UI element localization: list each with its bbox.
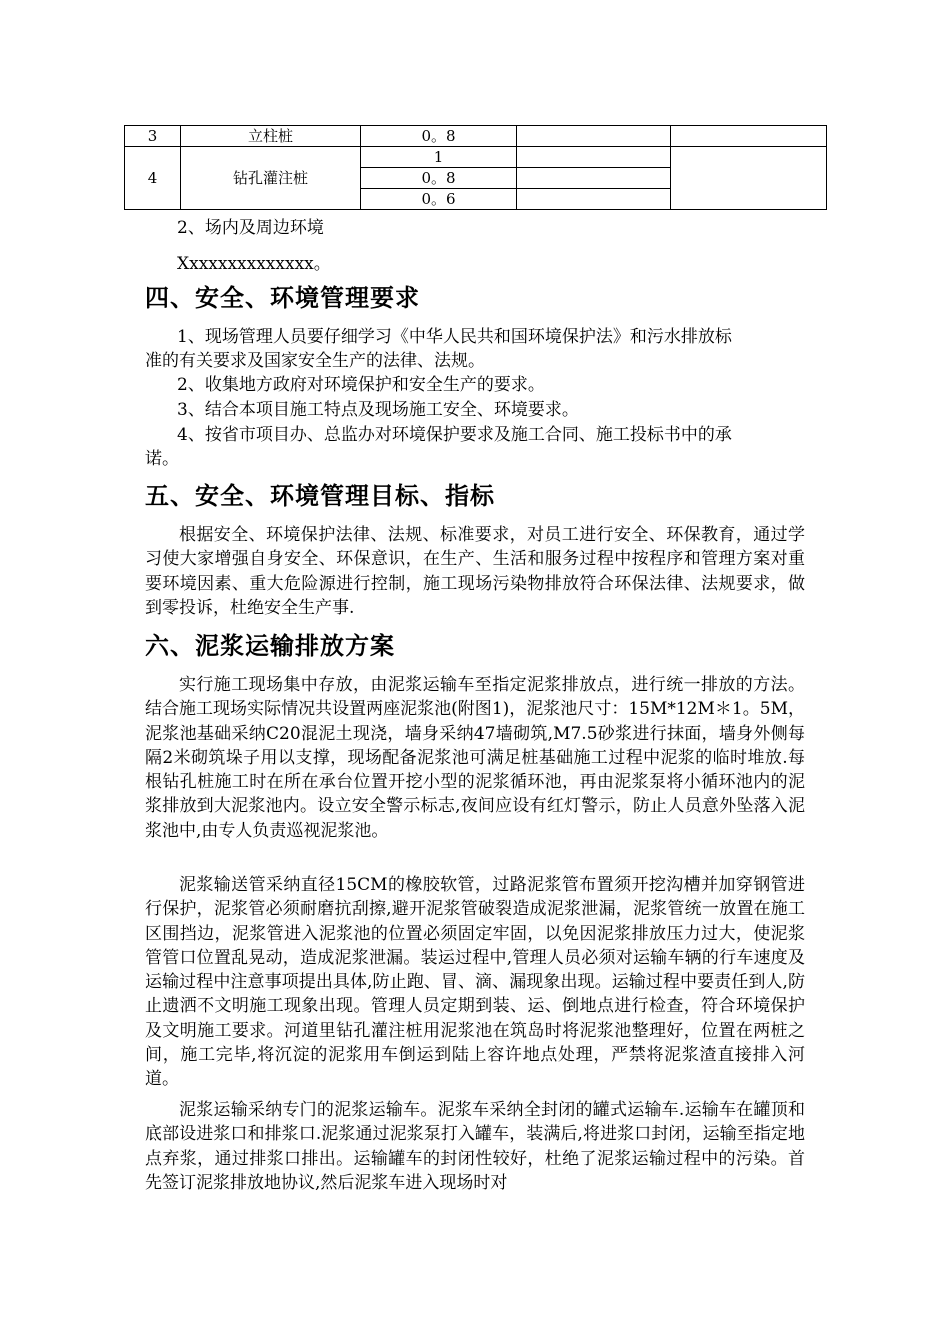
s6-paragraph: 泥浆运输采纳专门的泥浆运输车。泥浆车采纳全封闭的罐式运输车.运输车在罐顶和底部设进浆口和排浆口.泥浆通过泥浆泵打入罐车，装满后,将进浆口封闭，运输至指定地点弃浆，通过排浆口排出。运输罐车的封闭性较好，杜绝了泥浆运输过程中的污染。首先签订泥浆排放地协议,然后泥浆车进入现场时对: [145, 1100, 805, 1193]
section-heading-5: 五、安全、环境管理目标、指标: [145, 482, 495, 510]
s4-line: 2、收集地方政府对环境保护和安全生产的要求。: [177, 375, 545, 395]
pile-spec-table: [124, 125, 827, 210]
s4-line: 4、按省市项目办、总监办对环境保护要求及施工合同、施工投标书中的承: [177, 425, 732, 445]
value-cell: 0。8: [361, 168, 517, 189]
value-cell: 0。8: [361, 126, 517, 147]
placeholder-text: Xxxxxxxxxxxxxx。: [177, 254, 331, 274]
s4-line: 1、现场管理人员要仔细学习《中华人民共和国环境保护法》和污水排放标: [177, 327, 732, 347]
pile-type: 立柱桩: [181, 126, 361, 147]
s6-paragraph: 实行施工现场集中存放，由泥浆运输车至指定泥浆排放点，进行统一排放的方法。结合施工现场实际情况共设置两座泥浆池(附图1)，泥浆池尺寸：15M*12M＊1。5M，泥浆池基础采纳C20混泥土现浇，墙身采纳47墙砌筑,M7.5砂浆进行抹面，墙身外侧每隔2米砌筑垛子用以支撑，现场配备泥浆池可满足桩基础施工过程中泥浆的临时堆放.每根钻孔桩施工时在所在承台位置开挖小型的泥浆循环池，再由泥浆泵将小循环池内的泥浆排放到大泥浆池内。设立安全警示标志,夜间应设有红灯警示，防止人员意外坠落入泥浆池中,由专人负责巡视泥浆池。: [145, 675, 805, 841]
value-cell: 0。6: [361, 189, 517, 210]
s4-line: 3、结合本项目施工特点及现场施工安全、环境要求。: [177, 400, 579, 420]
section-item: 2、场内及周边环境: [177, 218, 324, 238]
value-cell: 1: [361, 147, 517, 168]
empty-cell: [517, 168, 671, 189]
empty-cell: [517, 126, 671, 147]
empty-cell: [671, 147, 827, 210]
pile-type: 钻孔灌注桩: [181, 147, 361, 210]
row-number: 3: [125, 126, 181, 147]
s5-paragraph: 根据安全、环境保护法律、法规、标准要求，对员工进行安全、环保教育，通过学习使大家增强自身安全、环保意识，在生产、生活和服务过程中按程序和管理方案对重要环境因素、重大危险源进行控制，施工现场污染物排放符合环保法律、法规要求，做到零投诉，杜绝安全生产事.: [145, 525, 805, 618]
s4-line: 诺。: [145, 449, 179, 469]
empty-cell: [517, 189, 671, 210]
empty-cell: [517, 147, 671, 168]
s6-paragraph: 泥浆输送管采纳直径15CM的橡胶软管，过路泥浆管布置须开挖沟槽并加穿钢管进行保护，泥浆管必须耐磨抗刮擦,避开泥浆管破裂造成泥浆泄漏，泥浆管统一放置在施工区围挡边，泥浆管进入泥浆池的位置必须固定牢固，以免因泥浆排放压力过大，使泥浆管管口位置乱晃动，造成泥浆泄漏。装运过程中,管理人员必须对运输车辆的行车速度及运输过程中注意事项提出具体,防止跑、冒、滴、漏现象出现。运输过程中要责任到人,防止遗洒不文明施工现象出现。管理人员定期到装、运、倒地点进行检查，符合环境保护及文明施工要求。河道里钻孔灌注桩用泥浆池在筑岛时将泥浆池整理好，位置在两桩之间，施工完毕,将沉淀的泥浆用车倒运到陆上容许地点处理，严禁将泥浆渣直接排入河道。: [145, 875, 805, 1090]
s4-line: 准的有关要求及国家安全生产的法律、法规。: [145, 351, 485, 371]
table-row: [125, 126, 827, 147]
row-number: 4: [125, 147, 181, 210]
section-heading-4: 四、安全、环境管理要求: [145, 284, 420, 312]
section-heading-6: 六、泥浆运输排放方案: [145, 632, 395, 660]
table-row: [125, 147, 827, 168]
empty-cell: [671, 126, 827, 147]
